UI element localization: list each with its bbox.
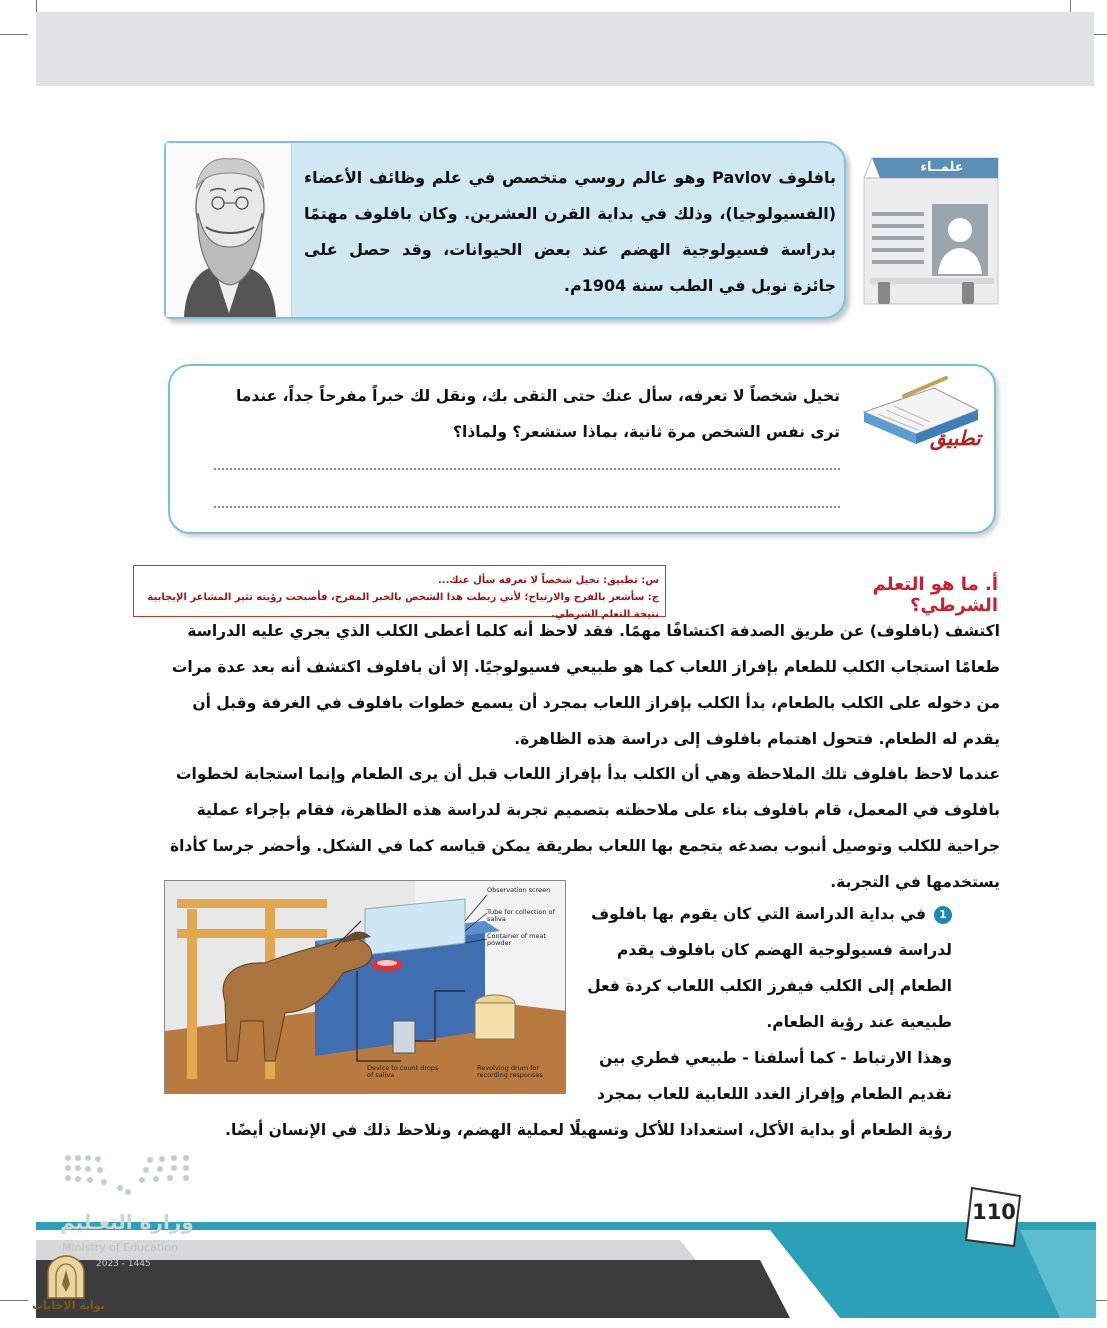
note-question: س: تطبيق: تخيل شخصاً لا تعرفه سأل عنك... bbox=[437, 575, 659, 586]
ministry-name-arabic: وزارة التعـليم bbox=[60, 1210, 194, 1234]
paragraph: عندما لاحظ بافلوف تلك الملاحظة وهي أن الكلب بدأ بإفراز اللعاب قبل أن يرى الطعام وإنما استجابة لخطوات بافلوف في المعمل، قام بافلوف بناء على ملاحظته بتصميم تجربة لدراسة هذه الظاهرة، فقام بإجراء عملية جراحية للكلب وتوصيل أنبوب بصدغه يتجمع بها اللعاب بطريقة يمكن قياسه كما في الشكل. وأحضر جرسا كأداة يستخدمها في التجربة. bbox=[169, 765, 1000, 891]
item-number-badge: 1 bbox=[934, 906, 952, 924]
figure-label-drum: Revolving drum for recording responses bbox=[477, 1064, 543, 1079]
paragraph: وهذا الارتباط - كما أسلفنا - طبيعي فطري بين تقديم الطعام وإفراز الغدد اللعابية للعاب بمجرد bbox=[596, 1049, 952, 1103]
item-text: في بداية الدراسة التي كان يقوم بها بافلوف لدراسة فسيولوجية الهضم كان بافلوف يقدم الطعام إلى الكلب فيفرز الكلب اللعاب كردة فعل طبيعية عند رؤية الطعام. bbox=[587, 905, 952, 1031]
answer-line bbox=[214, 506, 840, 508]
answer-note bbox=[133, 565, 666, 620]
note-answer: ج: سأشعر بالفرح والارتياح؛ لأني ربطت هذا الشخص بالخبر المفرح، فأصبحت رؤيته تثير المشاعر الإيجابية نتيجة التعلم الشرطي. bbox=[147, 592, 659, 620]
figure-label-container: Container of meat powder bbox=[487, 932, 547, 947]
figure-label-tube: Tube for collection of saliva bbox=[487, 908, 555, 923]
paragraph: اكتشف (بافلوف) عن طريق الصدفة اكتشافًا مهمًا. فقد لاحظ أنه كلما أعطى الكلب الذي يجري عليه الدراسة طعامًا استجاب الكلب للطعام بإفراز اللعاب كما هو طبيعي فسيولوجيًا. إلا أن بافلوف اكتشف أنه بعد عدة مرات من دخوله على الكلب بالطعام، بدأ الكلب بإفراز اللعاب بمجرد أن يسمع خطوات بافلوف في الغرفة وقبل أن يقدم له الطعام. فتحول اهتمام بافلوف إلى دراسة هذه الظاهرة. bbox=[171, 622, 1000, 748]
pavlov-experiment-figure bbox=[164, 880, 566, 1094]
scientists-badge-label: علمــاء bbox=[920, 160, 964, 175]
ministry-name-english: Ministry of Education bbox=[62, 1241, 179, 1254]
top-gray-band bbox=[36, 12, 1094, 86]
application-label: تطبيق bbox=[930, 426, 981, 450]
numbered-item bbox=[580, 896, 952, 1040]
figure-label-device: Device to count drops of saliva bbox=[367, 1064, 439, 1079]
ministry-year: 2023 - 1445 bbox=[96, 1259, 151, 1269]
scientists-badge bbox=[858, 154, 1004, 314]
pavlov-portrait bbox=[166, 143, 292, 317]
page-number: 110 bbox=[972, 1200, 1016, 1224]
application-question: تخيل شخصاً لا تعرفه، سأل عنك حتى التقى بك، ونقل لك خبراً مفرحاً جداً، عندما ترى نفس الشخص مرة ثانية، بماذا ستشعر؟ ولماذا؟ bbox=[235, 387, 840, 441]
paragraph: رؤية الطعام أو بداية الأكل، استعدادا للأكل وتسهيلًا لعملية الهضم، ونلاحظ ذلك في الإنسان أيضًا. bbox=[225, 1121, 952, 1139]
footer-graphic bbox=[0, 1150, 1107, 1328]
answer-line bbox=[214, 468, 840, 470]
book-icon bbox=[858, 372, 988, 460]
watermark-logo-icon bbox=[44, 1254, 88, 1300]
section-heading: أ. ما هو التعلم الشرطي؟ bbox=[872, 574, 998, 616]
figure-label-observation-screen: Observation screen bbox=[487, 886, 551, 894]
crop-mark bbox=[0, 34, 28, 35]
scientist-description: بافلوف Pavlov وهو عالم روسي متخصص في علم وظائف الأعضاء (الفسيولوجيا)، وذلك في بداية القرن العشرين. وكان بافلوف مهتمًا بدراسة فسيولوجية الهضم عند بعض الحيوانات، وقد حصل على جائزة نوبل في الطب سنة 1904م. bbox=[304, 168, 836, 295]
watermark-text: بوابة الإجابات bbox=[32, 1299, 105, 1312]
